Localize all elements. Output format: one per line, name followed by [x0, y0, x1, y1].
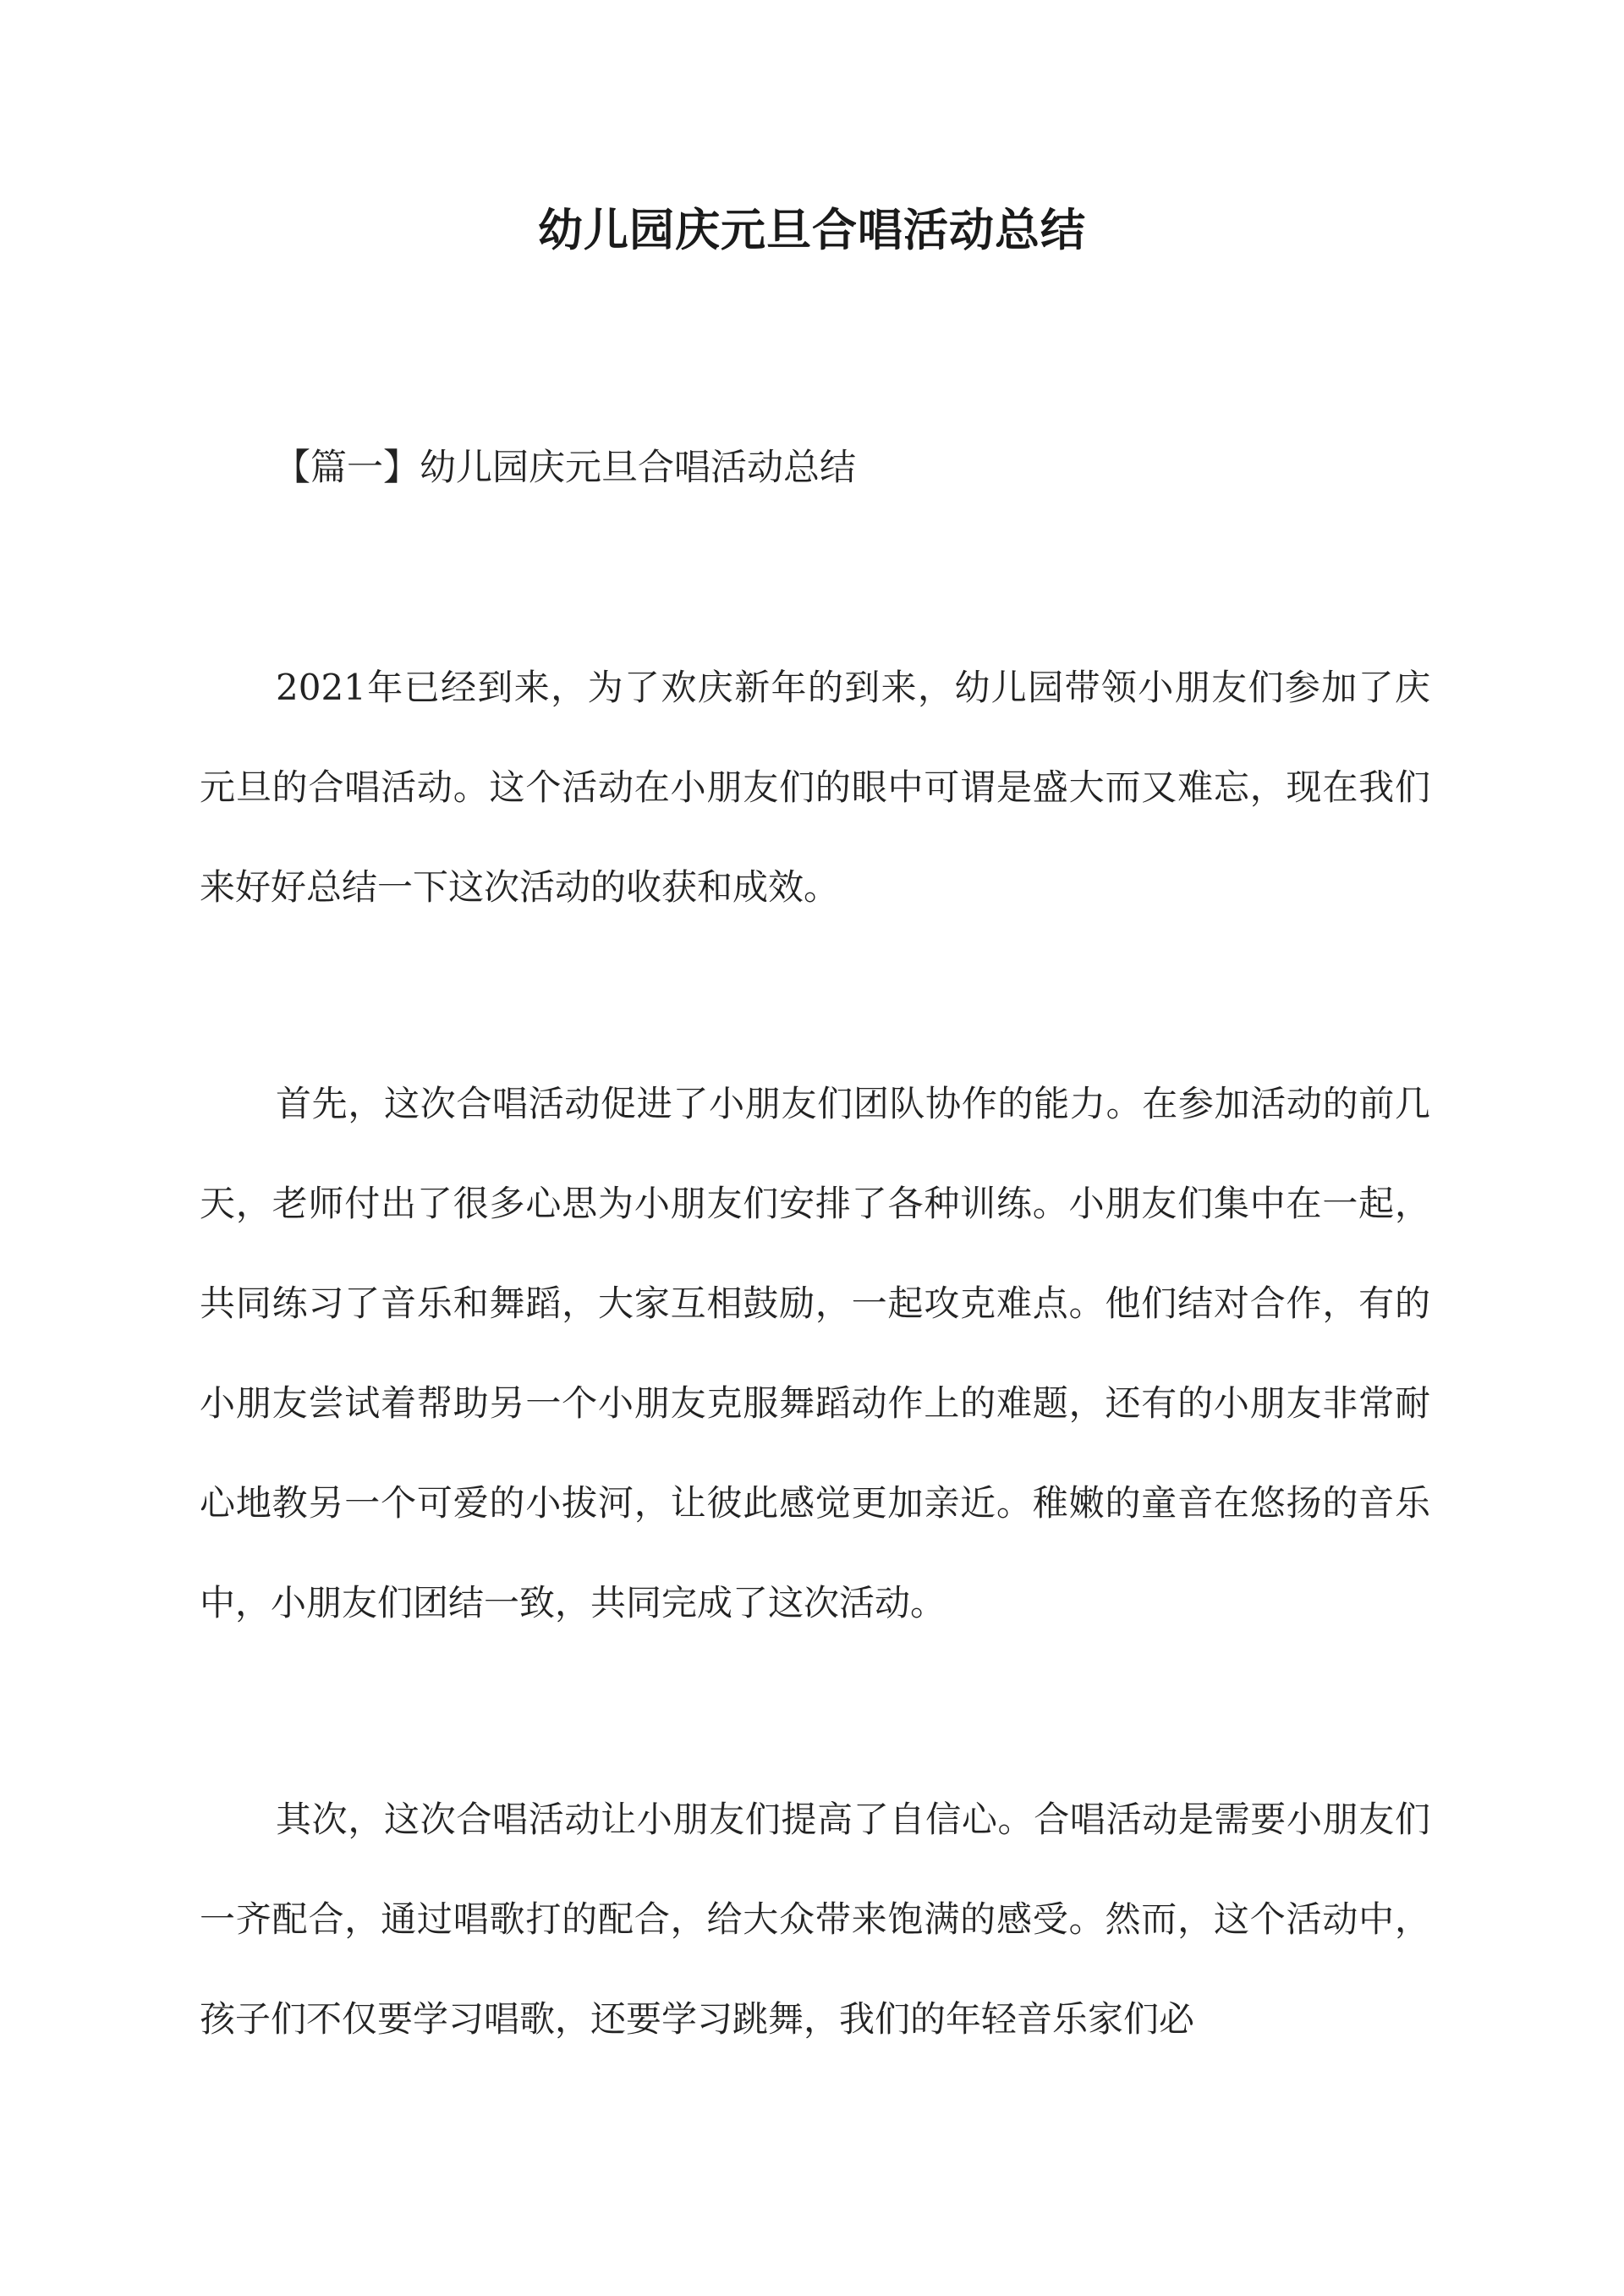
paragraph-intro: 2021年已经到来，为了欢庆新年的到来，幼儿园带领小朋友们参加了庆元旦的合唱活动。这个活动在小朋友们的眼中可谓是盛大而又难忘，现在我们来好好总结一下这次活动的收获和成效。 [200, 667, 1430, 908]
paragraph-confidence: 其次，这次合唱活动让小朋友们提高了自信心。合唱活动是需要小朋友们一齐配合，通过唱歌打的配合，给大众带来饱满的感受。然而，这个活动中，孩子们不仅要学习唱歌，还要学习跳舞，我们的年轻音乐家们必 [200, 1799, 1430, 2040]
paragraph-teamwork: 首先，这次合唱活动促进了小朋友们团队协作的能力。在参加活动的前几天，老师付出了很多心思为小朋友们安排了各种训练。小朋友们集中在一起，共同练习了音乐和舞蹈，大家互相鼓励，一起攻克难点。他们结对合作，有的小朋友尝试着帮助另一个小朋友克服舞蹈动作上的难题，还有的小朋友非常耐心地教另一个可爱的小拔河，让彼此感觉更加亲近。稚嫩的童音在悠扬的音乐中，小朋友们团结一致，共同完成了这次活动。 [200, 1083, 1430, 1623]
document-title: 幼儿园庆元旦合唱活动总结 [538, 204, 1086, 256]
section-heading: 【篇一】幼儿园庆元旦合唱活动总结 [274, 447, 856, 489]
